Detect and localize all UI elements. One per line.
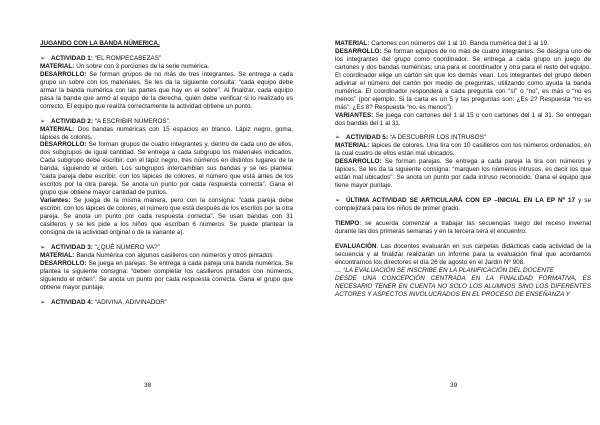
page-number-left: 38 <box>144 382 152 389</box>
activity-3-desarrollo: DESARROLLO: Se juega en parejas. Se entrega a cada pareja una banda numérica. Se plantea la siguiente consigna: “deben completar los casilleros pintados con números, siguiendo el orden”. Se anota un punto por cada respuesta correcta. Gana el grupo que obtiene mayor puntaje. <box>40 259 293 291</box>
activity-1-desarrollo: DESARROLLO: Se forman grupos de no más de tres integrantes. Se entrega a cada grupo un sobre con los materiales. Se les da la siguiente consulta: “cada equipo debe armar la banda numérica con las partes que hay en el sobre”. Al finalizar, cada equipo pasa la banda que armó al equipo de la derecha, quién debe verificar si lo realizado es correcto. El equipo que realiza correctamente la actividad obtiene un punto. <box>40 70 293 110</box>
activity-3-material: MATERIAL: Banda Numérica con algunos casilleros con números y otros pintados <box>40 251 273 259</box>
activity-1-heading: ➢ ACTIVIDAD 1: “EL ROMPECABEZAS” <box>40 54 162 62</box>
activity-5-desarrollo: DESARROLLO: Se forman parejas. Se entrega a cada pareja la tira con números y lápices. Se les da la siguiente consigna: “marquen los números intrusos, es decir los que están mal ubicados”. Se anota un punto por cada intruso reconocido. Gana el equipo que tiene mayor puntaje. <box>335 158 592 190</box>
activity-1-material: MATERIAL: Un sobre con 3 porciones de la serie numérica. <box>40 62 210 70</box>
activity-5-heading: ➢ ACTIVIDAD 5: “A DESCUBRIR LOS INTRUSOS” <box>335 134 486 142</box>
right-page <box>300 0 600 425</box>
ultima-actividad-heading: ➢ ÚLTIMA ACTIVIDAD SE ARTICULARÁ CON EP –INICIAL EN LA EP Nº 17 y se complejizará para los niños de primer grado. <box>335 197 591 213</box>
right-page-text <box>335 40 591 299</box>
tiempo-paragraph: TIEMPO: se acuerda comenzar a trabajar las secuencias luego del receso invernal durante las dos primeras semanas y en la tercera será el encuentro. <box>335 220 591 236</box>
page-number-right: 39 <box>450 382 458 389</box>
activity-4-heading: ➢ ACTIVIDAD 4: “ADIVINA, ADIVINADOR” <box>40 298 167 306</box>
arrow-bullet-icon: ➢ <box>40 243 46 251</box>
arrow-bullet-icon: ➢ <box>335 134 341 142</box>
left-page-text <box>40 40 293 307</box>
arrow-bullet-icon: ➢ <box>335 197 341 205</box>
quote-line-2: DESDE UNA CONCEPCIÓN CENTRADA EN LA FINALIDAD FORMATIVA, ES NECESARIO TENER EN CUENTA NO SOLO LOS ALUMNOS SINO LOS DIFERENTES ACTORES Y ASPECTOS INVOLUCRADOS EN EL PROCESO DE ENSEÑANZA Y <box>335 274 591 298</box>
arrow-bullet-icon: ➢ <box>40 298 46 306</box>
activity-2-heading: ➢ ACTIVIDAD 2: “A ESCRIBIR NÚMEROS”. <box>40 117 171 125</box>
evaluacion-paragraph: EVALUACIÓN: Las docentes evaluarán en sus carpetas didácticas cada actividad de la secuencia y al finalizar realizarán un informe para la evaluación final que acordamos encontrarnos los directores el día 26 de agosto en el Jardín Nº 908. <box>335 242 591 266</box>
activity-4-desarrollo: DESARROLLO: Se forman equipos de no más de cuatro integrantes. Se designa uno de los integrantes del grupo como coordinador. Se entrega a cada grupo un juego de cartones y dos bandas numéricas; una para el coordinador y otra para el resto del equipo. El coordinador elige un cartón sin que los demás vean. Los integrantes del grupo deben adivinar el número del cartón por medio de preguntas, utilizando como ayuda la banda numérica. El coordinador responderá a cada pregunta con “sí” o “no”, es más o “no es menos” (por ejemplo. Si la carta es un 5 y las preguntas son: ¿Es 2? Respuesta “no es más”; ¿Es 8? Respuesta “no, es menos”). <box>335 47 591 111</box>
activity-2-desarrollo: DESARROLLO: Se forman grupos de cuatro integrantes y, dentro de cada uno de ellos, dos subgrupos de igual cantidad. Se entrega a cada subgrupo los materiales indicados. Cada subgrupo debe escribir, con el lápiz negro, tres números en distintos lugares de la banda, siguiendo el orden. Los subgrupos intercambian sus bandas y se les plantea: “cada pareja debe escribir, con los lápices de colores, el número que está antes de los escritos por la otra pareja. Se anota un punto por cada respuesta correcta”. Gana el grupo que obtiene mayor cantidad de puntos. <box>40 141 293 197</box>
activity-4-variantes: VARIANTES: Se juega con cartones del 1 al 15 o con cartones del 1 al 31. Se entregan dos bandas del 1 al 31. <box>335 111 591 127</box>
arrow-bullet-icon: ➢ <box>40 54 46 62</box>
activity-5-material: MATERIAL: lápices de colores. Una tira con 10 casilleros con los números ordenados, en la cual cuatro de ellos están mal ubicados. <box>335 142 591 158</box>
activity-2-material: MATERIAL: Dos bandas numéricas con 15 espacios en blanco. Lápiz negro, goma, lápices de colores. <box>40 125 293 141</box>
activity-2-variantes: Variantes: Se juega de la misma manera, pero con la consigna: “cada pareja debe escribir, con los lápices de colores, el número que está después de los escritos por la otra pareja. Se anota un punto por cada respuesta correcta”. Se usan bandas con 31 casilleros y se les pide a los niños que escriban 6 números. Se puede plantear la consigna de la actividad original o de la variante a). <box>40 197 293 236</box>
arrow-bullet-icon: ➢ <box>40 117 46 125</box>
section-title: JUGANDO CON LA BANDA NÚMERICA. <box>40 40 160 47</box>
activity-4-material: MATERIAL: Cartones con números del 1 al 10. Banda numérica del 1 al 19. <box>335 40 549 47</box>
activity-3-heading: ➢ ACTIVIDAD 3: “¿QUÉ NÚMERO VA?” <box>40 243 160 251</box>
quote-line-1: … “LA EVALUACIÓN SE INSCRIBE EN LA PLANIFICACIÓN DEL DOCENTE <box>335 266 555 274</box>
